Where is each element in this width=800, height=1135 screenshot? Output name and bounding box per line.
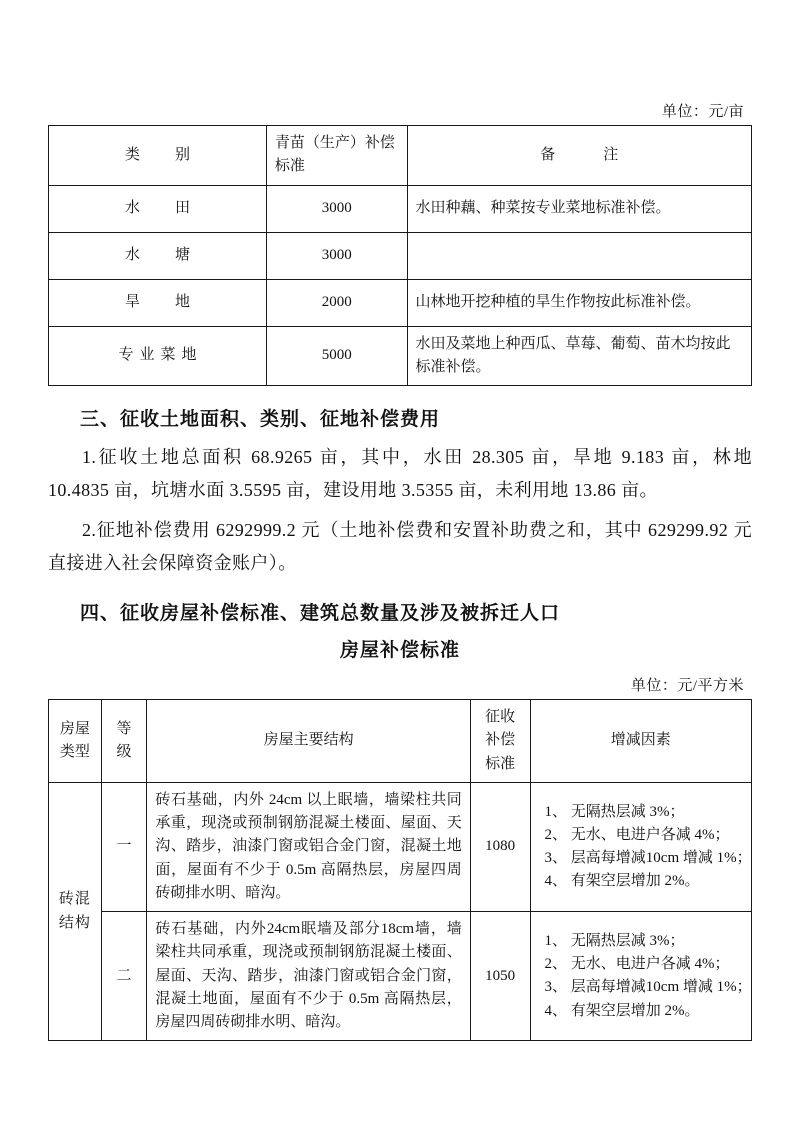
cell-factors — [530, 912, 751, 1041]
cell-structure: 砖石基础，内外 24cm 以上眠墙，墙梁柱共同承重，现浇或预制钢筋混凝土楼面、屋面、天沟、踏步，油漆门窗或铝合金门窗，混凝土地面，屋面有不少于 0.5m 高隔热层，房屋四周砖砌排水明、暗沟。 — [147, 782, 470, 911]
cell-standard: 3000 — [266, 232, 407, 279]
house-compensation-subtitle: 房屋补偿标准 — [339, 640, 460, 662]
table-header-row — [49, 700, 752, 783]
cell-standard: 2000 — [266, 279, 407, 326]
header-note: 备 注 — [407, 126, 751, 186]
factor-item: 2、 无水、电进户各减 4%； — [544, 826, 730, 843]
cell-category: 水 塘 — [49, 232, 267, 279]
factor-item: 4、 有架空层增加 2%。 — [544, 873, 700, 890]
factor-item: 1、 无隔热层减 3%； — [544, 932, 685, 949]
cell-standard: 1080 — [470, 782, 530, 911]
cell-factors — [530, 782, 751, 911]
section-three-paragraph-1: 1.征收土地总面积 68.9265 亩，其中，水田 28.305 亩，旱地 9.183 亩，林地 10.4835 亩，坑塘水面 3.5595 亩，建设用地 3.5355 亩，未利用地 13.86 亩。 — [48, 447, 752, 501]
cell-grade: 二 — [101, 912, 147, 1041]
cell-structure: 砖石基础，内外24cm眠墙及部分18cm墙，墙梁柱共同承重，现浇或预制钢筋混凝土楼面、屋面、天沟、踏步，油漆门窗或铝合金门窗，混凝土地面，屋面有不少于 0.5m 高隔热层，房屋四周砖砌排水明、暗沟。 — [147, 912, 470, 1041]
house-compensation-table — [48, 699, 752, 1041]
table-row — [49, 326, 752, 386]
factor-item: 1、 无隔热层减 3%； — [544, 803, 685, 820]
cell-note — [407, 232, 751, 279]
section-three-title: 三、征收土地面积、类别、征地补偿费用 — [80, 409, 441, 430]
cell-note: 水田种藕、种菜按专业菜地标准补偿。 — [407, 185, 751, 232]
crop-table-unit-label: 单位：元/亩 — [661, 104, 744, 120]
factor-item: 4、 有架空层增加 2%。 — [544, 1002, 700, 1019]
cell-grade: 一 — [101, 782, 147, 911]
cell-house-type: 砖混结构 — [49, 782, 102, 1041]
cell-standard: 1050 — [470, 912, 530, 1041]
table-row — [49, 782, 752, 911]
header-house-type: 房屋类型 — [49, 700, 102, 783]
cell-category: 水 田 — [49, 185, 267, 232]
cell-standard: 3000 — [266, 185, 407, 232]
header-factors: 增减因素 — [530, 700, 751, 783]
cell-category: 专业菜地 — [49, 326, 267, 386]
section-four-title: 四、征收房屋补偿标准、建筑总数量及涉及被拆迁人口 — [80, 603, 561, 625]
table-row — [49, 912, 752, 1041]
section-three-paragraph-2: 2.征地补偿费用 6292999.2 元（土地补偿费和安置补助费之和，其中 629299.92 元直接进入社会保障资金账户）。 — [48, 519, 752, 573]
crop-compensation-table — [48, 125, 752, 386]
cell-note: 水田及菜地上种西瓜、草莓、葡萄、苗木均按此标准补偿。 — [407, 326, 751, 386]
header-grade: 等级 — [101, 700, 147, 783]
header-category: 类 别 — [49, 126, 267, 186]
cell-category: 旱 地 — [49, 279, 267, 326]
cell-standard: 5000 — [266, 326, 407, 386]
document-content — [48, 100, 752, 1041]
header-standard: 青苗（生产）补偿标准 — [266, 126, 407, 186]
cell-note: 山林地开挖种植的旱生作物按此标准补偿。 — [407, 279, 751, 326]
factor-item: 3、 层高每增减10cm 增减 1%； — [544, 979, 752, 996]
house-table-unit-label: 单位：元/平方米 — [630, 678, 744, 695]
table-row — [49, 232, 752, 279]
factor-item: 2、 无水、电进户各减 4%； — [544, 956, 730, 973]
table-header-row — [49, 126, 752, 186]
header-standard: 征收补偿标准 — [470, 700, 530, 783]
table-row — [49, 185, 752, 232]
factor-item: 3、 层高每增减10cm 增减 1%； — [544, 850, 752, 867]
header-structure: 房屋主要结构 — [147, 700, 470, 783]
table-row — [49, 279, 752, 326]
